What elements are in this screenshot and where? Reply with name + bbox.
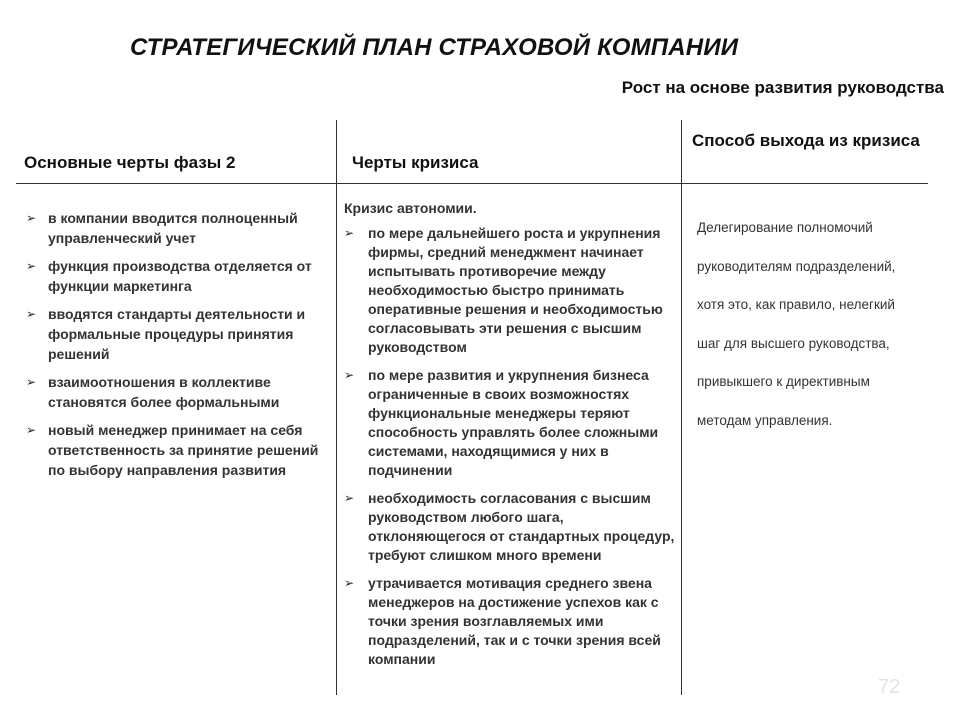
solution-text-line: руководителям подразделений, <box>697 258 896 274</box>
solution-text-line: хотя это, как правило, нелегкий <box>697 297 895 312</box>
arrow-bullet-icon: ➢ <box>26 375 37 389</box>
crisis-item <box>344 574 680 669</box>
column-divider <box>336 120 337 695</box>
crisis-item <box>344 366 680 480</box>
solution-text-line: Делегирование полномочий <box>697 220 873 235</box>
crisis-text: необходимость согласования с высшим руководством любого шага, отклоняющегося от стандартных процедур, требуют слишком много времени <box>368 490 675 563</box>
features-list <box>24 208 324 480</box>
crisis-column-header: Черты кризиса <box>352 153 479 172</box>
feature-text: вводятся стандарты деятельности и формальные процедуры принятия решений <box>48 306 306 362</box>
crisis-text: по мере дальнейшего роста и укрупнения фирмы, средний менеджмент начинает испытывать противоречие между необходимостью быстро принимать оперативные решения и необходимостью согласовывать эти решения с высшим руководством <box>368 225 663 355</box>
feature-text: функция производства отделяется от функции маркетинга <box>48 258 312 294</box>
arrow-bullet-icon: ➢ <box>344 491 355 505</box>
solution-column-header: Способ выхода из кризиса <box>692 131 920 150</box>
arrow-bullet-icon: ➢ <box>344 576 355 590</box>
arrow-bullet-icon: ➢ <box>26 211 37 225</box>
solution-text-line: шаг для высшего руководства, <box>697 335 890 351</box>
arrow-bullet-icon: ➢ <box>26 259 37 273</box>
arrow-bullet-icon: ➢ <box>344 368 355 382</box>
crisis-item <box>344 489 680 565</box>
feature-text: взаимоотношения в коллективе становятся более формальными <box>48 374 280 410</box>
feature-item <box>24 208 324 248</box>
crisis-text: утрачивается мотивация среднего звена менеджеров на достижение успехов как с точки зрения возглавляемых ими подразделений, так и с точки зрения всей компании <box>368 575 661 667</box>
column-divider <box>681 120 682 695</box>
crisis-title: Кризис автономии. <box>344 200 477 216</box>
feature-item <box>24 420 324 480</box>
solution-text-line: привыкшего к директивным <box>697 374 870 389</box>
feature-item <box>24 304 324 364</box>
arrow-bullet-icon: ➢ <box>26 307 37 321</box>
solution-text-line: методам управления. <box>697 412 833 428</box>
features-column <box>24 208 324 488</box>
feature-item <box>24 256 324 296</box>
solution-column <box>697 218 937 449</box>
page-number: 72 <box>878 676 901 698</box>
slide-title: СТРАТЕГИЧЕСКИЙ ПЛАН СТРАХОВОЙ КОМПАНИИ <box>130 34 739 61</box>
arrow-bullet-icon: ➢ <box>26 423 37 437</box>
arrow-bullet-icon: ➢ <box>344 226 355 240</box>
features-column-header: Основные черты фазы 2 <box>24 153 236 172</box>
feature-text: в компании вводится полноценный управленческий учет <box>48 210 298 246</box>
feature-text: новый менеджер принимает на себя ответственность за принятие решений по выбору направления развития <box>48 422 319 478</box>
header-underline <box>16 183 928 184</box>
feature-item <box>24 372 324 412</box>
crisis-text: по мере развития и укрупнения бизнеса ограниченные в своих возможностях функциональные менеджеры теряют способность управлять более сложными системами, находящимися у них в подчинении <box>368 367 659 478</box>
crisis-item <box>344 224 680 357</box>
crisis-list <box>344 224 680 669</box>
crisis-column <box>344 198 680 678</box>
slide-subtitle: Рост на основе развития руководства <box>621 78 944 97</box>
